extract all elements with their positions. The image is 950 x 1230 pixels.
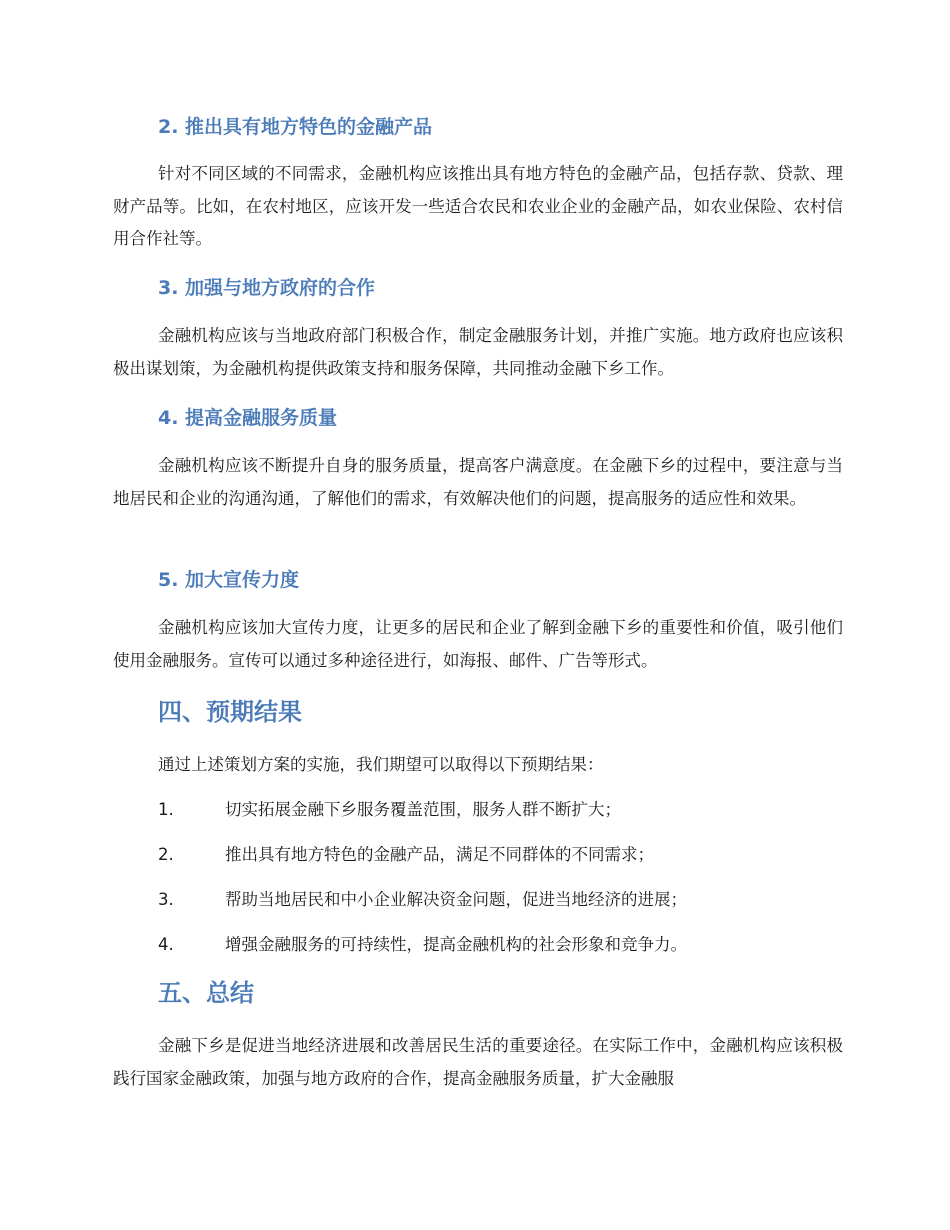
section-body-publicity: 金融机构应该加大宣传力度，让更多的居民和企业了解到金融下乡的重要性和价值，吸引他们使用金融服务。宣传可以通过多种途径进行，如海报、邮件、广告等形式。 [113,618,843,670]
list-item-number: 3. [158,890,174,909]
list-item-text: 推出具有地方特色的金融产品，满足不同群体的不同需求； [225,845,654,864]
section-body-quality: 金融机构应该不断提升自身的服务质量，提高客户满意度。在金融下乡的过程中，要注意与当地居民和企业的沟通沟通，了解他们的需求，有效解决他们的问题，提高服务的适应性和效果。 [113,456,843,508]
list-item-text: 切实拓展金融下乡服务覆盖范围，服务人群不断扩大； [225,800,621,819]
summary-body: 金融下乡是促进当地经济进展和改善居民生活的重要途径。在实际工作中，金融机构应该积极践行国家金融政策，加强与地方政府的合作，提高金融服务质量，扩大金融服 [113,1036,843,1088]
list-item [158,888,687,912]
list-item [158,933,687,957]
list-item-number: 1. [158,800,174,819]
section-heading-publicity: 5. 加大宣传力度 [158,569,300,591]
section-body-products: 针对不同区域的不同需求，金融机构应该推出具有地方特色的金融产品，包括存款、贷款、理财产品等。比如，在农村地区，应该开发一些适合农民和农业企业的金融产品，如农业保险、农村信用合作社等。 [113,164,843,248]
section-heading-quality: 4. 提高金融服务质量 [158,407,338,429]
section-heading-government: 3. 加强与地方政府的合作 [158,277,376,299]
list-item-number: 4. [158,935,174,954]
list-item-text: 增强金融服务的可持续性，提高金融机构的社会形象和竞争力。 [225,935,687,954]
list-item [158,798,621,822]
section-heading-products: 2. 推出具有地方特色的金融产品 [158,116,433,138]
section-body-government: 金融机构应该与当地政府部门积极合作，制定金融服务计划，并推广实施。地方政府也应该积极出谋划策，为金融机构提供政策支持和服务保障，共同推动金融下乡工作。 [113,326,843,378]
expected-results-intro: 通过上述策划方案的实施，我们期望可以取得以下预期结果： [158,755,604,774]
list-item [158,843,654,867]
chapter-heading-expected-results: 四、预期结果 [158,698,302,726]
chapter-heading-summary: 五、总结 [158,979,254,1007]
list-item-number: 2. [158,845,174,864]
list-item-text: 帮助当地居民和中小企业解决资金问题，促进当地经济的进展； [225,890,687,909]
